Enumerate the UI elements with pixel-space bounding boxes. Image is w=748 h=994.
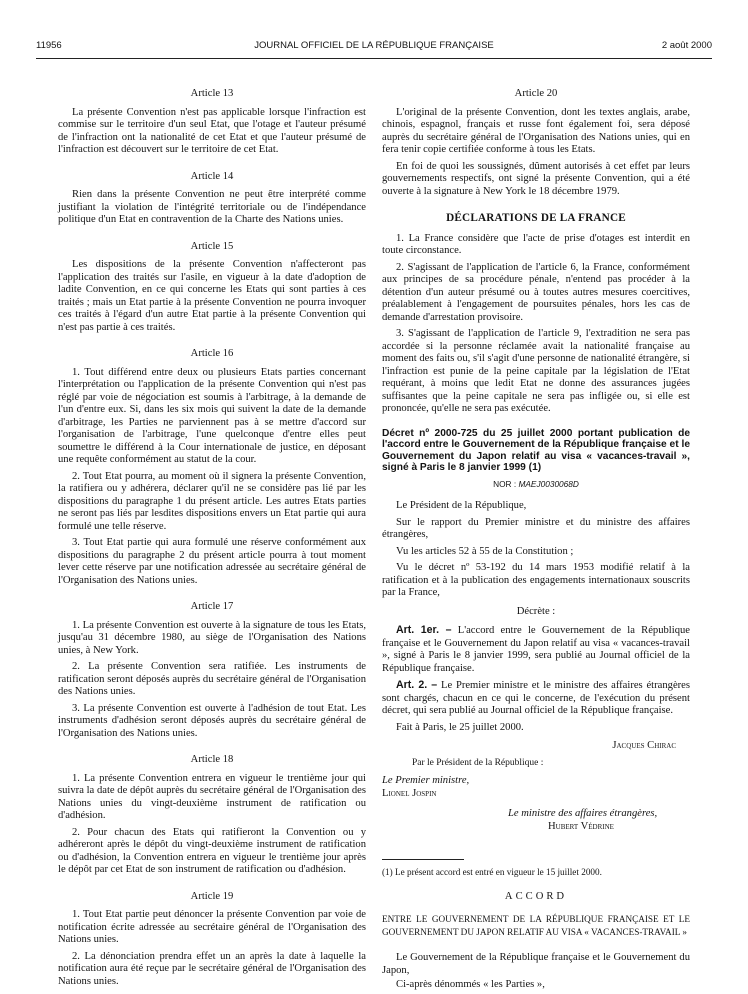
accord-paragraph: Ci-après dénommés « les Parties », <box>396 979 545 991</box>
article-paragraph: 3. La présente Convention est ouverte à l'adhésion de tout Etat. Les instruments d'adhésion seront déposés auprès du secrétaire général de l'Organisation des Nations unies. <box>58 702 366 739</box>
article-title: Article 20 <box>514 88 558 99</box>
decree-intro: Le Président de la République, <box>396 500 527 512</box>
by-president: Par le Président de la République : <box>412 757 544 768</box>
article-paragraph: 1. Tout Etat partie peut dénoncer la présente Convention par voie de notification écrite adressée au secrétaire général de l'Organisation des Nations unies. <box>58 909 366 945</box>
pm-name: Lionel Jospin <box>382 787 437 799</box>
article-paragraph: 1. La présente Convention entrera en vigueur le trentième jour qui suivra la date de dépôt auprès du secrétaire général de l'Organisation des Nations unies du vingt-deuxième instrument de ratification ou d'adhésion. <box>58 772 366 821</box>
declaration-paragraph: 2. S'agissant de l'application de l'article 6, la France, conformément aux principes de sa procédure pénale, n'entend pas procéder à la détention d'un auteur présumé ou à toutes autres mesures coercitives, préalablement à l'engagement de poursuites pénales, hors les cas de demande d'arrestation provisoire. <box>382 261 690 323</box>
article-17 <box>58 601 366 740</box>
nor-reference <box>382 478 690 491</box>
page-number: 11956 <box>36 40 62 51</box>
article-paragraph: En foi de quoi les soussignés, dûment autorisés à cet effet par leurs gouvernements respectifs, ont signé la présente Convention, qui a été ouverte à la signature à New York le 18 décembre 1979. <box>382 160 690 197</box>
article-19 <box>58 891 366 989</box>
done-at: Fait à Paris, le 25 juillet 2000. <box>396 721 524 733</box>
article-paragraph: 1. La présente Convention est ouverte à la signature de tous les Etats, jusqu'au 31 décembre 1980, au siège de l'Organisation des Nations unies, à New York. <box>58 619 366 656</box>
accord-title: ENTRE LE GOUVERNEMENT DE LA RÉPUBLIQUE FRANÇAISE ET LE GOUVERNEMENT DU JAPON RELATIF AU VISA « VACANCES-TRAVAIL » <box>382 914 690 937</box>
decree-title: Décret nº 2000-725 du 25 juillet 2000 portant publication de l'accord entre le Gouvernement de la République française et le Gouvernement du Japon relatif au visa « vacances-travail », signé à Paris le 8 janvier 1999 (1) <box>382 427 690 474</box>
article-paragraph: 2. La présente Convention sera ratifiée. Les instruments de ratification seront déposés auprès du secrétaire général de l'Organisation des Nations unies. <box>58 661 366 697</box>
declarations-section <box>382 212 690 416</box>
article-title: Article 13 <box>190 88 234 99</box>
decree-article-1 <box>382 624 690 675</box>
article-text: Le Premier ministre et le ministre des affaires étrangères sont chargés, chacun en ce qui le concerne, de l'exécution du présent décret, qui sera publié au Journal officiel de la République française. <box>382 680 690 717</box>
left-column <box>58 88 366 992</box>
article-title: Article 14 <box>190 170 234 182</box>
article-paragraph: 3. Tout Etat partie qui aura formulé une réserve conformément aux dispositions du paragraphe 2 du présent article pourra à tout moment lever cette réserve par une notification adressée au secrétaire général de l'Organisation des Nations unies. <box>58 537 366 586</box>
article-paragraph: Les dispositions de la présente Convention n'affecteront pas l'application des traités sur l'asile, en vigueur à la date d'adoption de ladite Convention, en ce qui concerne les Etats qui sont parties à ces traités ; mais un Etat partie à la présente Convention ne pourra invoquer ces traités à l'égard d'un autre Etat partie à la présente Convention qui n'est pas partie à ces traités. <box>58 259 366 333</box>
article-paragraph: 2. La dénonciation prendra effet un an après la date à laquelle la notification aura été reçue par le secrétaire général de l'Organisation des Nations unies. <box>58 950 366 987</box>
accord-heading: ACCORD <box>504 890 568 902</box>
decree-intro: Vu les articles 52 à 55 de la Constitution ; <box>396 545 574 557</box>
decree-intro: Vu le décret nº 53-192 du 14 mars 1953 modifié relatif à la ratification et à la publication des engagements internationaux souscrits par la France, <box>382 562 690 599</box>
article-20 <box>382 88 690 198</box>
minister-signature <box>508 808 690 833</box>
article-text: L'accord entre le Gouvernement de la République française et le Gouvernement du Japon relatif au visa « vacances-travail », signé à Paris le 8 janvier 1999, sera publié au Journal officiel de la République française. <box>382 625 690 674</box>
article-title: Article 18 <box>190 754 234 765</box>
decrete-label: Décrète : <box>516 605 556 617</box>
accord-paragraph: Le Gouvernement de la République française et le Gouvernement du Japon, <box>382 952 690 976</box>
article-title: Article 19 <box>190 890 234 902</box>
article-title: Article 16 <box>190 348 234 359</box>
footnote: (1) Le présent accord est entré en vigueur le 15 juillet 2000. <box>382 867 602 878</box>
footnote-rule <box>382 859 464 860</box>
decree-article-2 <box>382 679 690 718</box>
article-paragraph: 2. Pour chacun des Etats qui ratifieront la Convention ou y adhéreront après le dépôt du vingt-deuxième instrument de ratification ou d'adhésion, la Convention entrera en vigueur le trentième jour après le dépôt par cet Etat de son instrument de ratification ou d'adhésion. <box>58 826 366 875</box>
declarations-title: DÉCLARATIONS DE LA FRANCE <box>446 212 626 224</box>
minister-title: Le ministre des affaires étrangères, <box>508 808 658 820</box>
president-name: Jacques Chirac <box>612 740 676 752</box>
issue-date: 2 août 2000 <box>661 40 712 51</box>
article-paragraph: Rien dans la présente Convention ne peut être interprété comme justifiant la violation de l'intégrité territoriale ou de l'indépendance politique d'un Etat en contravention de la Charte des Nations unies. <box>58 189 366 225</box>
article-13 <box>58 88 366 157</box>
accord-section <box>382 891 690 992</box>
right-column <box>382 88 690 994</box>
article-paragraph: L'original de la présente Convention, dont les textes anglais, arabe, chinois, espagnol, français et russe font également foi, sera déposé auprès du secrétaire général de l'Organisation des Nations unies, qui en fera tenir copie certifiée conforme à tous les Etats. <box>382 106 690 155</box>
nor-value: MAEJ0030068D <box>518 478 579 489</box>
declaration-paragraph: 1. La France considère que l'acte de prise d'otages est interdit en toute circonstance. <box>382 232 690 256</box>
page-header <box>36 40 712 56</box>
decree-section <box>382 428 690 834</box>
pm-title: Le Premier ministre, <box>382 775 470 787</box>
article-paragraph: 2. Tout Etat pourra, au moment où il signera la présente Convention, la ratifiera ou y adhérera, déclarer qu'il ne se considère pas lié par les dispositions du paragraphe 1 du présent article. Les autres Etats parties ne seront pas liés par lesdites dispositions envers un Etat partie qui aura formulé une telle réserve. <box>58 470 366 532</box>
article-title: Article 17 <box>190 601 234 612</box>
article-18 <box>58 754 366 877</box>
article-label: Art. 1er. – <box>396 624 452 637</box>
article-paragraph: 1. Tout différend entre deux ou plusieurs Etats parties concernant l'interprétation ou l'application de la présente Convention qui n'est pas réglé par voie de négociation est soumis à l'arbitrage, à la demande de l'un d'entre eux. Si, dans les six mois qui suivent la date de la demande d'arbitrage, les Parties ne parviennent pas à se mettre d'accord sur l'organisation de l'arbitrage, l'une quelconque d'entre elles peut soumettre le différend à la Cour internationale de justice, en déposant une requête conformément au statut de la cour. <box>58 366 366 465</box>
nor-label: NOR : <box>493 478 517 489</box>
declaration-paragraph: 3. S'agissant de l'application de l'article 9, l'extradition ne sera pas accordée si la personne réclamée avait la nationalité française au moment des faits ou, s'il s'agit d'une personne de nationalité étrangère, si l'infraction est punie de la peine capitale par la législation de l'Etat requérant, à moins que ledit Etat ne donne des assurances jugées suffisantes que la peine capitale ne sera pas infligée ou, si elle est prononcée, qu'elle ne sera pas exécutée. <box>382 328 690 414</box>
article-title: Article 15 <box>190 240 234 252</box>
article-16 <box>58 348 366 587</box>
journal-title: JOURNAL OFFICIEL DE LA RÉPUBLIQUE FRANÇAISE <box>254 40 494 51</box>
article-15 <box>58 241 366 335</box>
header-rule <box>36 58 712 59</box>
article-14 <box>58 171 366 227</box>
article-label: Art. 2. – <box>396 679 438 692</box>
article-paragraph: La présente Convention n'est pas applicable lorsque l'infraction est commise sur le territoire d'un seul Etat, que l'otage et l'auteur présumé de l'infraction ont la nationalité de cet Etat et que l'auteur présumé de l'infraction est découvert sur le territoire de cet Etat. <box>58 106 366 155</box>
minister-name: Hubert Védrine <box>548 820 614 832</box>
decree-intro: Sur le rapport du Premier ministre et du ministre des affaires étrangères, <box>382 516 690 541</box>
